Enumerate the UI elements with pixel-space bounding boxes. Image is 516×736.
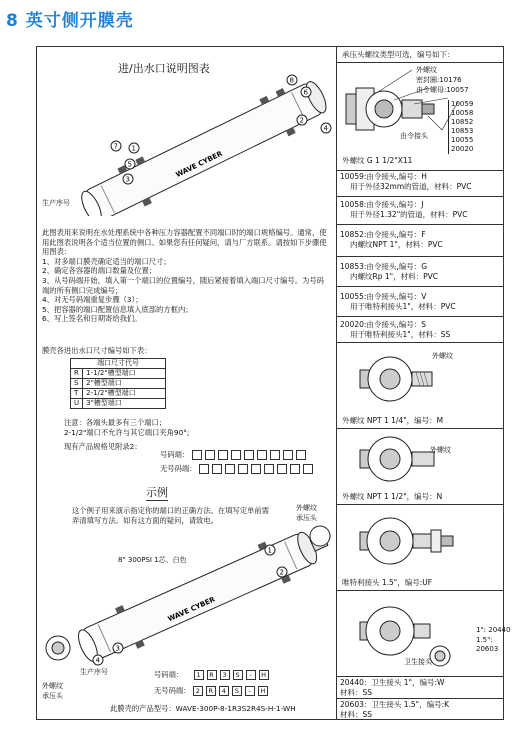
sanitary-item-0: 20440：卫生接头 1"，编号:W 材料：SS bbox=[340, 678, 445, 697]
vessel-diagram-example bbox=[38, 520, 334, 670]
port-number: 5 bbox=[127, 160, 132, 169]
step-6: 6、写上签名和日期寄给我们。 bbox=[42, 314, 142, 324]
example-pressure-left-label: 承压头 bbox=[42, 692, 63, 700]
example-serial-label: 生产序号 bbox=[80, 668, 108, 676]
example-title: 示例 bbox=[146, 486, 168, 499]
example-pressure-head-label: 承压头 bbox=[296, 514, 317, 522]
step-3: 3、从号码端开始，填入第一个端口的位置编号，随后紧接着填入端口尺寸编号。为号码端的所有侧口完成编号； bbox=[42, 275, 324, 295]
port-number: 8 bbox=[289, 76, 294, 85]
divider bbox=[336, 170, 504, 171]
divider bbox=[336, 256, 504, 257]
top-caption: 外螺纹 G 1 1/2"X11 bbox=[342, 156, 413, 165]
step-5: 5、把容器的端口配置信息填入底部的方框内； bbox=[42, 304, 193, 314]
m-thread-label: 外螺纹 bbox=[432, 352, 453, 360]
port-number: 4 bbox=[95, 656, 100, 665]
port-number: 1 bbox=[267, 546, 272, 555]
port-number: 6 bbox=[303, 88, 308, 97]
example-plain-end-row bbox=[154, 686, 268, 696]
divider bbox=[336, 590, 504, 591]
example-code-end-row bbox=[154, 670, 269, 680]
table-row: T 2-1/2"槽型端口 bbox=[71, 389, 166, 399]
code-item: 10055 bbox=[451, 136, 474, 144]
code-end-boxes bbox=[192, 450, 306, 460]
table-caption: 膜壳各进出水口尺寸编号如下表： bbox=[42, 346, 152, 355]
code-item: 20020 bbox=[451, 145, 474, 153]
divider bbox=[336, 196, 504, 197]
top-code-list bbox=[448, 100, 473, 154]
divider bbox=[336, 676, 504, 677]
port-number: 2 bbox=[279, 568, 284, 577]
divider bbox=[336, 698, 504, 699]
label-union-joint: 由令接头 bbox=[400, 132, 428, 140]
note-1: 注意：各端头最多有三个端口； bbox=[64, 418, 167, 427]
union-item-5: 20020:由令接头,编号：S 用于唯特利接头1"，材料：SS bbox=[340, 320, 451, 339]
diagram-title: 进/出水口说明图表 bbox=[118, 62, 210, 75]
page-title: 8 英寸侧开膜壳 bbox=[6, 11, 134, 31]
table-row: S 2"槽型端口 bbox=[71, 379, 166, 389]
brand-label-example: WAVE CYBER bbox=[166, 595, 217, 624]
serial-label: 生产序号 bbox=[42, 199, 70, 207]
intro-text bbox=[42, 228, 330, 324]
example-model: 此膜壳的产品型号：WAVE-300P-8-1R3S2R4S-H-1-WH bbox=[110, 704, 296, 713]
spec-caption: 现有产品规格见附录2： bbox=[64, 442, 142, 451]
port-number: 2 bbox=[299, 116, 304, 125]
n-caption: 外螺纹 NPT 1 1/2"，编号：N bbox=[342, 492, 443, 501]
brand-label: WAVE CYBER bbox=[174, 149, 224, 180]
step-2: 2、确定各容器的端口数量及位置； bbox=[42, 266, 157, 276]
example-outer-thread-label: 外螺纹 bbox=[296, 504, 317, 512]
sanitary-code-2: 1.5": 20603 bbox=[476, 636, 499, 653]
port-size-table bbox=[70, 358, 166, 409]
fitting-uf-diagram bbox=[356, 508, 466, 574]
table-row: R 1-1/2"槽型端口 bbox=[71, 369, 166, 379]
plain-end-row bbox=[160, 464, 313, 474]
union-item-1: 10058:由令接头,编号：J 用于外径1.32"的管道，材料：PVC bbox=[340, 200, 468, 219]
divider bbox=[336, 504, 504, 505]
sanitary-label: 卫生接头 bbox=[404, 658, 432, 666]
code-end-row bbox=[160, 450, 306, 460]
n-thread-label: 外螺纹 bbox=[430, 446, 451, 454]
port-number: 1 bbox=[131, 144, 136, 153]
step-4: 4、对无号码端重复步骤（3）； bbox=[42, 295, 143, 305]
fitting-n-diagram bbox=[356, 430, 456, 490]
code-end-label: 号码端： bbox=[160, 450, 190, 459]
union-item-3: 10853:由令接头,编号：G 内螺纹Rp 1"，材料：PVC bbox=[340, 262, 438, 281]
example-plain-end-boxes: 2 R 4 S - H bbox=[193, 686, 268, 696]
label-seal: 密封圈:10176 bbox=[416, 76, 462, 84]
divider bbox=[336, 342, 504, 343]
union-item-0: 10059:由令接头,编号：H 用于外径32mm的管道，材料：PVC bbox=[340, 172, 472, 191]
divider bbox=[336, 286, 504, 287]
example-code-end-label: 号码端： bbox=[154, 670, 184, 679]
code-item: 10853 bbox=[451, 127, 474, 135]
port-number: 7 bbox=[113, 142, 118, 151]
example-text: 这个例子用来演示指定你的端口的正确方法。在填写定单前需弄清填写方法。如有这方面的疑问，请致电。 bbox=[72, 506, 270, 525]
sanitary-code-1: 1": 20440 bbox=[476, 626, 511, 634]
union-item-2: 10852:由令接头,编号：F 内螺纹NPT 1"，材料：PVC bbox=[340, 230, 443, 249]
port-number: 3 bbox=[125, 175, 130, 184]
sanitary-item-1: 20603：卫生接头 1.5"，编号:K 材料：SS bbox=[340, 700, 450, 719]
divider bbox=[336, 428, 504, 429]
step-1: 1、对多端口膜壳确定适当的端口尺寸； bbox=[42, 256, 171, 266]
table-header: 端口尺寸代号 bbox=[71, 359, 166, 369]
column-divider bbox=[336, 46, 337, 720]
plain-end-boxes bbox=[199, 464, 313, 474]
intro-paragraph: 此图表用来说明在水处理系统中各种压力容器配置不同端口时的端口规格编号。通常，使用此图表说明各个适当位置的侧口。如果您有任何疑问，请与厂方联系。请按如下步骤使用图表： bbox=[42, 228, 327, 257]
note-2: 2-1/2"端口不允许与其它端口夹角90°; bbox=[64, 428, 190, 437]
uf-caption: 唯特利接头 1.5"，编号:UF bbox=[342, 578, 433, 587]
right-header: 承压头螺纹类型可选，编号如下： bbox=[342, 50, 455, 59]
port-number: 4 bbox=[323, 124, 328, 133]
code-item: 10852 bbox=[451, 118, 474, 126]
example-thread-left-label: 外螺纹 bbox=[42, 682, 63, 690]
port-number: 3 bbox=[115, 644, 120, 653]
vessel-diagram-top bbox=[38, 66, 334, 216]
union-item-4: 10055:由令接头,编号：V 用于唯特利接头1"，材料：PVC bbox=[340, 292, 456, 311]
plain-end-label: 无号码端： bbox=[160, 464, 197, 473]
table-row: U 3"槽型端口 bbox=[71, 399, 166, 409]
code-item: 10059 bbox=[451, 100, 474, 108]
code-item: 10058 bbox=[451, 109, 474, 117]
m-caption: 外螺纹 NPT 1 1/4"，编号：M bbox=[342, 416, 444, 425]
divider bbox=[336, 316, 504, 317]
example-plain-end-label: 无号码端： bbox=[154, 686, 191, 695]
label-outer-thread: 外螺纹 bbox=[416, 66, 437, 74]
divider bbox=[336, 224, 504, 225]
example-code-end-boxes: 1 R 3 S - H bbox=[194, 670, 269, 680]
divider bbox=[336, 62, 504, 63]
label-union-nut: 由令螺母:10057 bbox=[416, 86, 469, 94]
example-vessel-label: 8" 300PSI 1芯、白色 bbox=[118, 556, 187, 564]
